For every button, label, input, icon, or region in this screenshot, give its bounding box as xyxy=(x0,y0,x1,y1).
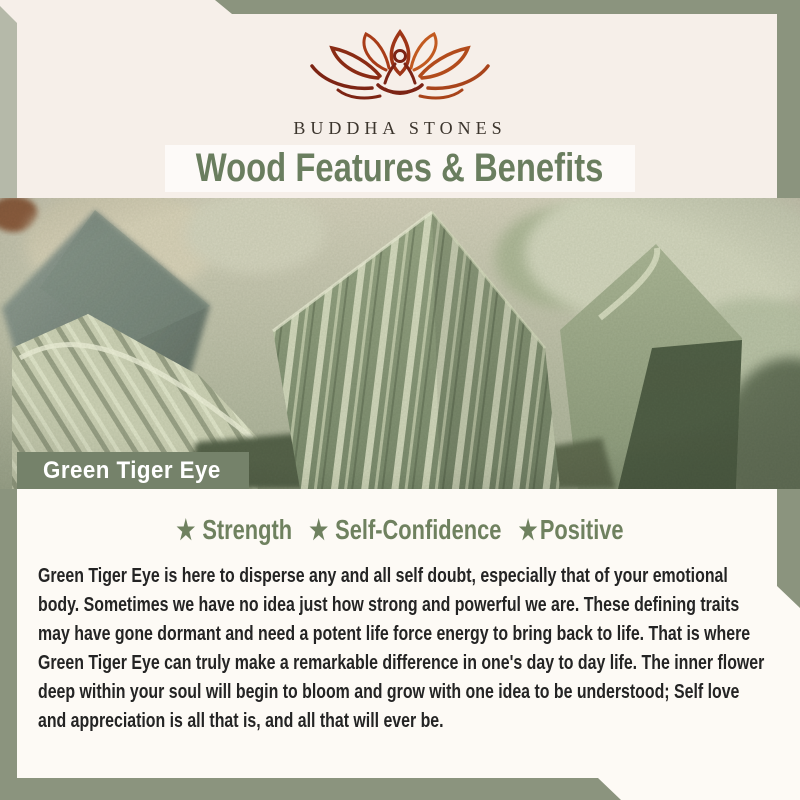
ribbon-bottom xyxy=(0,778,621,800)
feature-strength xyxy=(176,514,292,546)
stone-name-badge xyxy=(17,452,249,489)
product-photo xyxy=(0,198,800,489)
banner-title: Wood Features & Benefits xyxy=(196,146,604,190)
ribbon-left xyxy=(0,489,17,800)
banner xyxy=(165,145,635,192)
star-icon: ★ xyxy=(176,515,196,545)
feature-label: Self-Confidence xyxy=(335,514,502,545)
feature-label: Strength xyxy=(202,514,293,545)
brand-name: BUDDHA STONES xyxy=(293,118,507,138)
lotus-logo-icon xyxy=(300,26,500,112)
star-icon: ★ xyxy=(518,515,538,545)
features-row xyxy=(88,514,712,546)
description: Green Tiger Eye is here to disperse any and all self doubt, especially that of your emotional body. Sometimes we have no idea just how strong and powerful we are. These defining traits may have gone dormant and need a potent life force energy to bring back to life. That is where Green Tiger Eye can truly make a remarkable difference in one's day to day life. The inner flower deep within your soul will begin to bloom and grow with one idea to be understood; Self love and appreciation is all that is, and all that will ever be. xyxy=(38,565,765,732)
feature-positive xyxy=(519,514,624,546)
feature-self-confidence xyxy=(309,514,501,546)
brand-header xyxy=(0,26,800,139)
stone-photo-illustration xyxy=(0,198,800,489)
ribbon-top xyxy=(215,0,800,14)
star-icon: ★ xyxy=(309,515,329,545)
stone-name-label: Green Tiger Eye xyxy=(43,456,221,484)
feature-label: Positive xyxy=(539,514,624,545)
description-area xyxy=(38,562,770,742)
